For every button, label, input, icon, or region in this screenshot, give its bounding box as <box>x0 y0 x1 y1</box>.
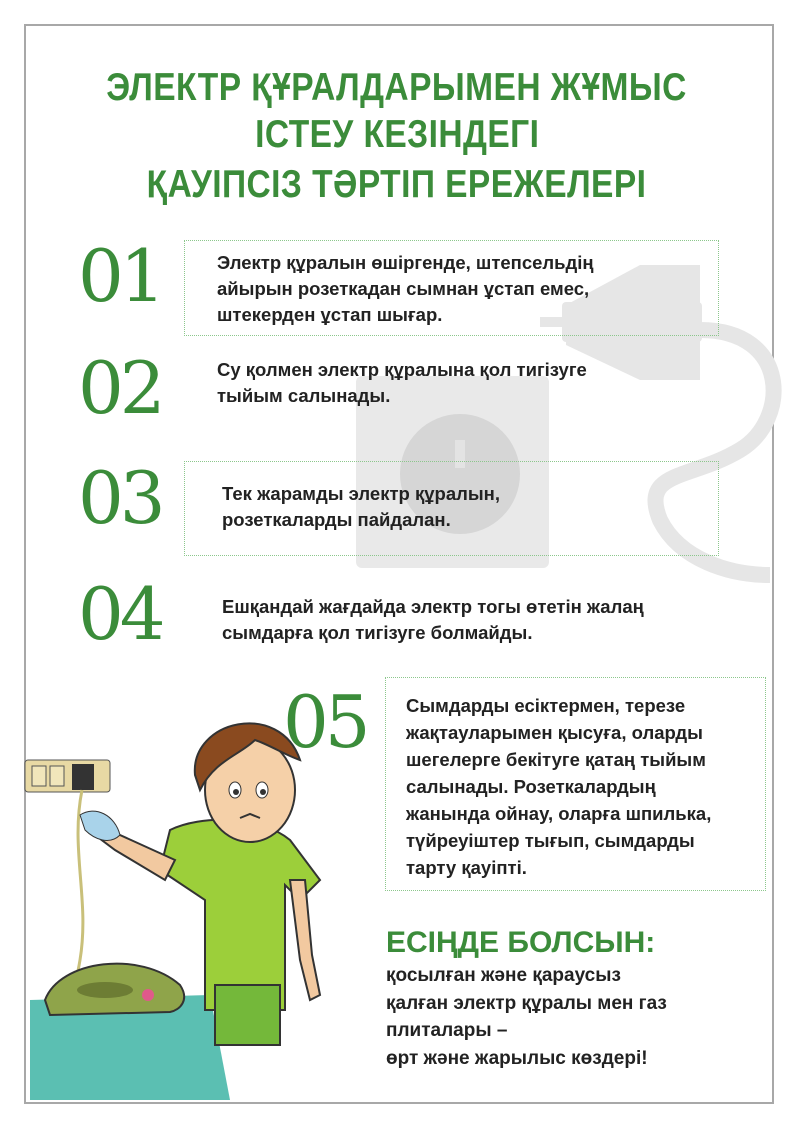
rule-line: Су қолмен электр құралына қол тигізуге <box>217 359 587 380</box>
rule-line: тарту қауіпті. <box>406 857 527 878</box>
rule-line: Тек жарамды электр құралын, <box>222 483 500 504</box>
rule-line: Сымдарды есіктермен, терезе <box>406 695 686 716</box>
rule-line: түйреуіштер тығып, сымдарды <box>406 830 695 851</box>
rule-line: сымдарға қол тигізуге болмайды. <box>222 622 533 643</box>
rule-number-1: 01 <box>78 234 162 318</box>
rule-line: жанында ойнау, оларға шпилька, <box>406 803 712 824</box>
rule-number-3: 03 <box>78 456 162 540</box>
remember-line: қалған электр құралы мен газ <box>386 992 667 1014</box>
rule-line: айырын розеткадан сымнан ұстап емес, <box>217 278 590 299</box>
title-line-1: ЭЛЕКТР ҚҰРАЛДАРЫМЕН ЖҰМЫС <box>106 66 688 109</box>
remember-heading: ЕСІҢДЕ БОЛСЫН: <box>386 926 656 959</box>
rule-line: штекерден ұстап шығар. <box>217 304 443 325</box>
rule-line: тыйым салынады. <box>217 385 391 406</box>
remember-line: қосылған және қараусыз <box>386 965 621 986</box>
rule-line: шегелерге бекітуге қатаң тыйым <box>406 749 706 770</box>
rule-text-5 <box>406 692 711 881</box>
remember-text <box>386 962 667 1072</box>
rule-line: салынады. Розеткалардың <box>406 776 656 797</box>
rule-line: Электр құралын өшіргенде, штепсельдің <box>217 252 594 273</box>
rule-line: жақтауларымен қысуға, оларды <box>406 722 703 743</box>
rule-number-2: 02 <box>78 346 162 430</box>
rule-number-4: 04 <box>78 572 162 656</box>
rule-line: Ешқандай жағдайда электр тогы өтетін жалаң <box>222 596 644 617</box>
title-line-3: ҚАУІПСІЗ ТӘРТІП ЕРЕЖЕЛЕРІ <box>147 163 647 206</box>
title-line-2: ІСТЕУ КЕЗІНДЕГІ <box>254 113 540 156</box>
rule-line: розеткаларды пайдалан. <box>222 509 451 530</box>
rule-number-5: 05 <box>283 680 367 764</box>
remember-line: плиталары – <box>386 1020 508 1041</box>
remember-line: өрт және жарылыс көздері! <box>386 1047 648 1069</box>
